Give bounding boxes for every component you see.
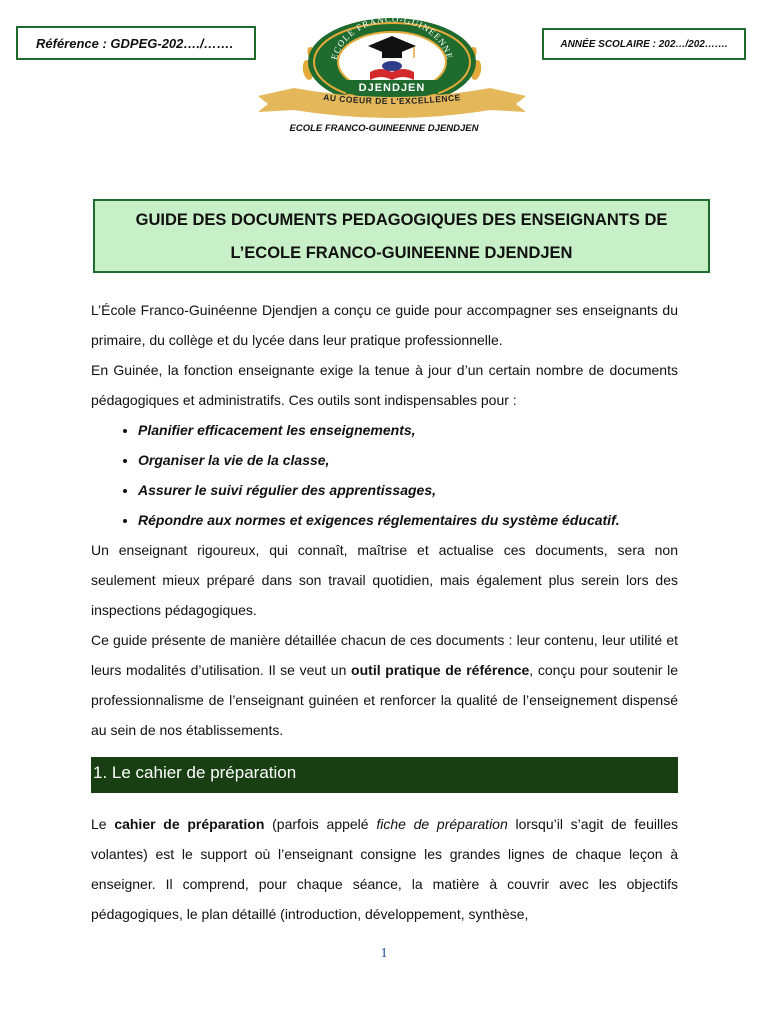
- title-line-2: L’ECOLE FRANCO-GUINEENNE DJENDJEN: [230, 244, 573, 262]
- school-year-box: [542, 28, 746, 60]
- school-year-text: ANNÉE SCOLAIRE : 202…/202…….: [560, 38, 728, 50]
- list-item: • Répondre aux normes et exigences réglementaires du système éducatif.: [138, 505, 678, 535]
- document-body: [91, 295, 678, 929]
- list-item: • Planifier efficacement les enseignements,: [138, 415, 678, 445]
- page-number: 1: [380, 946, 388, 961]
- text-run: , conçu pour soutenir le professionnalisme de l’enseignant guinéen et renforcer la qualité de l’enseignement dispensé au sein de nos établissements.: [91, 662, 678, 738]
- text-run-italic: fiche de préparation: [376, 816, 508, 832]
- section-paragraph: [91, 809, 678, 929]
- intro-paragraph-4: [91, 625, 678, 745]
- reference-text: Référence : GDPEG-202…./…….: [36, 35, 234, 51]
- logo-motto-text: AU COEUR DE L'EXCELLENCE: [322, 92, 462, 107]
- reference-box: [16, 26, 256, 60]
- list-item: • Assurer le suivi régulier des apprentissages,: [138, 475, 678, 505]
- section-heading: 1. Le cahier de préparation: [91, 757, 678, 793]
- text-run-bold: cahier de préparation: [114, 816, 265, 832]
- objectives-list: [91, 415, 678, 535]
- text-run: Le: [91, 816, 115, 832]
- text-run: Ce guide présente de manière détaillée chacun de ces documents : leur contenu, leur utilité et leurs modalités d’utilisation. Il se veut un: [91, 632, 678, 678]
- school-caption: ECOLE FRANCO-GUINEENNE DJENDJEN: [289, 123, 479, 134]
- intro-paragraph-1: L’École Franco-Guinéenne Djendjen a conçu ce guide pour accompagner ses enseignants du primaire, du collège et du lycée dans leur pratique professionnelle.: [91, 302, 678, 348]
- title-line-1: GUIDE DES DOCUMENTS PEDAGOGIQUES DES ENSEIGNANTS DE: [135, 211, 668, 229]
- text-run: lorsqu’il s’agit de feuilles volantes) est le support où l’enseignant consigne les grandes lignes de chaque leçon à enseigner. Il comprend, pour chaque séance, la matière à couvrir avec les objectifs pédagogiques, le plan détaillé (introduction, développement, synthèse,: [91, 816, 678, 922]
- intro-paragraph-2: En Guinée, la fonction enseignante exige la tenue à jour d’un certain nombre de documents pédagogiques et administratifs. Ces outils sont indispensables pour :: [91, 362, 678, 408]
- document-title: [93, 199, 710, 273]
- logo-arc-text: ECOLE FRANCO-GUINEENNE: [328, 14, 456, 61]
- text-run: (parfois appelé: [264, 816, 377, 832]
- intro-paragraph-3: Un enseignant rigoureux, qui connaît, maîtrise et actualise ces documents, sera non seulement mieux préparé dans son travail quotidien, mais également plus serein lors des inspections pédagogiques.: [91, 542, 678, 618]
- list-item: • Organiser la vie de la classe,: [138, 445, 678, 475]
- school-logo: [254, 14, 530, 120]
- logo-name-text: DJENDJEN: [358, 82, 426, 94]
- text-run-bold: outil pratique de référence: [351, 662, 530, 678]
